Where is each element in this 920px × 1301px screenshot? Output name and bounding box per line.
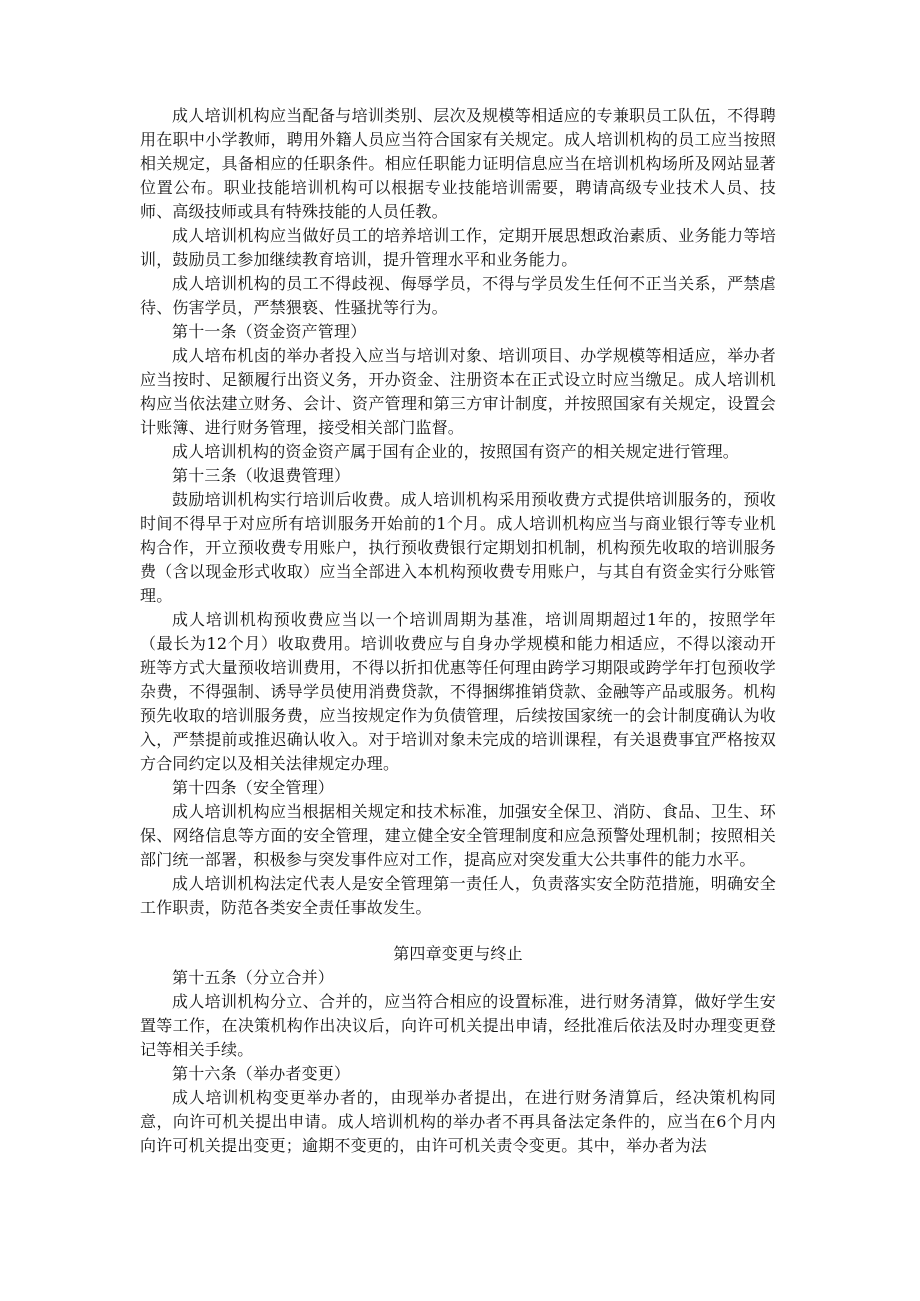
paragraph-state-assets: 成人培训机构的资金资产属于国有企业的，按照国有资产的相关规定进行管理。 [172, 442, 740, 461]
article-13-heading: 第十三条（收退费管理） [172, 466, 351, 485]
paragraph-fee-period: 成人培训机构预收费应当以一个培训周期为基准，培训周期超过1年的，按照学年（最长为12个月）收取费用。培训收费应与自身办学规模和能力相适应，不得以滚动开班等方式大量预收培训费用，不得以折扣优惠等任何理由跨学习期限或跨学年打包预收学杂费，不得强制、诱导学员使用消费贷款，不得捆绑推销贷款、金融等产品或服务。机构预先收取的培训服务费，应当按规定作为负债管理，后续按国家统一的会计制度确认为收入，严禁提前或推迟确认收入。对于培训对象未完成的培训课程，有关退费事宜严格按双方合同约定以及相关法律规定办理。 [140, 610, 776, 773]
paragraph-split-merge: 成人培训机构分立、合并的，应当符合相应的设置标准，进行财务清算，做好学生安置等工作，在决策机构作出决议后，向许可机关提出申请，经批准后依法及时办理变更登记等相关手续。 [140, 992, 776, 1059]
paragraph-safety-responsibility: 成人培训机构法定代表人是安全管理第一责任人，负责落实安全防范措施，明确安全工作职责，防范各类安全责任事故发生。 [140, 874, 776, 917]
chapter-title: 第四章变更与终止 [393, 944, 523, 963]
article-14-heading: 第十四条（安全管理） [172, 778, 335, 797]
paragraph-safety: 成人培训机构应当根据相关规定和技术标准，加强安全保卫、消防、食品、卫生、环保、网络信息等方面的安全管理，建立健全安全管理制度和应急预警处理机制；按照相关部门统一部署，积极参与突发事件应对工作，提高应对突发重大公共事件的能力水平。 [140, 802, 776, 869]
paragraph-prepayment: 鼓励培训机构实行培训后收费。成人培训机构采用预收费方式提供培训服务的，预收时间不得早于对应所有培训服务开始前的1个月。成人培训机构应当与商业银行等专业机构合作，开立预收费专用账户，执行预收费银行定期划扣机制，机构预先收取的培训服务费（含以现金形式收取）应当全部进入本机构预收费专用账户，与其自有资金实行分账管理。 [140, 490, 776, 605]
article-11-heading: 第十一条（资金资产管理） [172, 322, 367, 341]
paragraph-funding: 成人培布机卤的举办者投入应当与培训对象、培训项目、办学规模等相适应，举办者应当按时、足额履行出资义务，开办资金、注册资本在正式设立时应当缴足。成人培训机构应当依法建立财务、会计、资产管理和第三方审计制度，并按照国家有关规定，设置会计账簿、进行财务管理，接受相关部门监督。 [140, 346, 776, 437]
paragraph-staff-conduct: 成人培训机构的员工不得歧视、侮辱学员，不得与学员发生任何不正当关系，严禁虐待、伤害学员，严禁猥亵、性骚扰等行为。 [140, 274, 776, 317]
article-15-heading: 第十五条（分立合并） [172, 968, 335, 987]
paragraph-staff-team: 成人培训机构应当配备与培训类别、层次及规模等相适应的专兼职员工队伍，不得聘用在职中小学教师，聘用外籍人员应当符合国家有关规定。成人培训机构的员工应当按照相关规定，具备相应的任职条件。相应任职能力证明信息应当在培训机构场所及网站显著位置公布。职业技能培训机构可以根据专业技能培训需要，聘请高级专业技术人员、技师、高级技师或具有特殊技能的人员任教。 [140, 106, 776, 221]
paragraph-sponsor-change: 成人培训机构变更举办者的，由现举办者提出，在进行财务清算后，经决策机构同意，向许可机关提出申请。成人培训机构的举办者不再具备法定条件的，应当在6个月内向许可机关提出变更；逾期不变更的，由许可机关责令变更。其中，举办者为法 [140, 1088, 776, 1155]
paragraph-staff-training: 成人培训机构应当做好员工的培养培训工作，定期开展思想政治素质、业务能力等培训，鼓励员工参加继续教育培训，提升管理水平和业务能力。 [140, 226, 776, 269]
article-16-heading: 第十六条（举办者变更） [172, 1064, 351, 1083]
document-page [140, 104, 776, 1158]
